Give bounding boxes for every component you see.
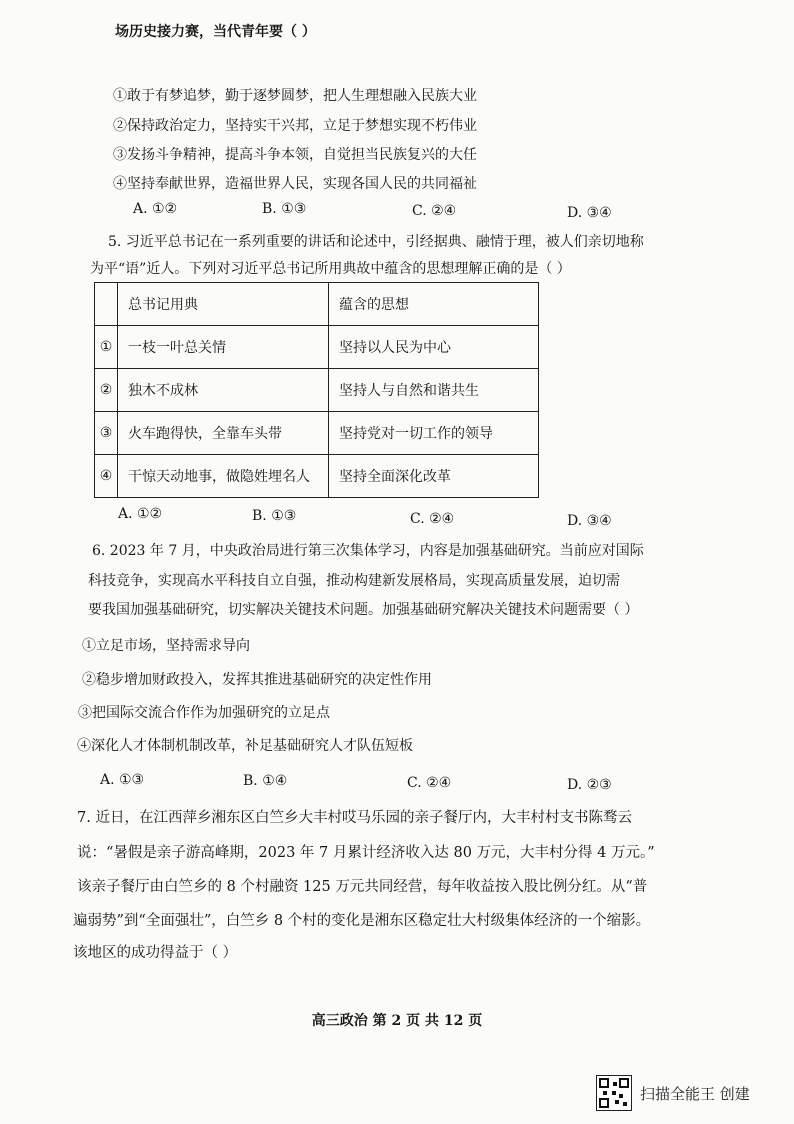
q5-option-b: B. ①③	[252, 508, 297, 524]
q6-option-a: A. ①③	[100, 772, 145, 788]
q6-option-d: D. ②③	[567, 777, 612, 793]
q6-stem-line3: 要我国加强基础研究，切实解决关键技术问题。加强基础研究解决关键技术问题需要（ ）	[88, 602, 639, 618]
q6-statement-4: ④深化人才体制机制改革，补足基础研究人才队伍短板	[77, 738, 413, 754]
q7-stem-line2: 说：“暑假是亲子游高峰期，2023 年 7 月累计经济收入达 80 万元，大丰村分得 4 万元。”	[77, 845, 655, 861]
q5-stem-line1: 5. 习近平总书记在一系列重要的讲话和论述中，引经据典、融情于理，被人们亲切地称	[108, 234, 644, 250]
table-cell: 坚持党对一切工作的领导	[329, 412, 539, 455]
q4-statement-3: ③发扬斗争精神，提高斗争本领，自觉担当民族复兴的大任	[113, 147, 477, 163]
table-row	[95, 412, 539, 455]
page-footer: 高三政治 第 2 页 共 12 页	[311, 1013, 483, 1029]
q6-statement-1: ①立足市场，坚持需求导向	[82, 638, 250, 654]
table-cell: 坚持全面深化改革	[329, 455, 539, 498]
table-cell: 一枝一叶总关情	[118, 326, 329, 369]
q5-option-d: D. ③④	[567, 513, 612, 529]
table-row	[95, 455, 539, 498]
table-cell: 坚持以人民为中心	[329, 326, 539, 369]
q5-option-a: A. ①②	[118, 506, 163, 522]
q6-option-c: C. ②④	[407, 775, 452, 791]
table-cell: 独木不成林	[118, 369, 329, 412]
q6-statement-2: ②稳步增加财政投入，发挥其推进基础研究的决定性作用	[82, 672, 432, 688]
table-cell: 坚持人与自然和谐共生	[329, 369, 539, 412]
q4-option-c: C. ②④	[412, 203, 457, 219]
qr-code-icon	[596, 1075, 632, 1111]
q4-option-d: D. ③④	[567, 205, 612, 221]
q7-stem-line3: 该亲子餐厅由白竺乡的 8 个村融资 125 万元共同经营，每年收益按入股比例分红。从“普	[77, 879, 648, 895]
q6-option-b: B. ①④	[243, 773, 288, 789]
q7-stem-line5: 该地区的成功得益于（ ）	[73, 945, 238, 961]
table-cell: 干惊天动地事，做隐姓埋名人	[118, 455, 329, 498]
watermark-text: 扫描全能王 创建	[640, 1084, 750, 1103]
table-header-row	[95, 283, 539, 326]
scanner-watermark	[596, 1075, 750, 1111]
table-cell: ②	[95, 369, 118, 412]
q7-stem-line1: 7. 近日，在江西萍乡湘东区白竺乡大丰村哎马乐园的亲子餐厅内，大丰村村支书陈骛云	[77, 810, 632, 826]
q6-statement-3: ③把国际交流合作作为加强研究的立足点	[78, 705, 330, 721]
table-cell: ④	[95, 455, 118, 498]
table-row	[95, 326, 539, 369]
q7-stem-line4: 遍弱势”到“全面强壮”，白竺乡 8 个村的变化是湘东区稳定壮大村级集体经济的一个缩影。	[73, 913, 651, 929]
table-row	[95, 369, 539, 412]
table-cell	[95, 283, 118, 326]
q4-statement-1: ①敢于有梦追梦，勤于逐梦圆梦，把人生理想融入民族大业	[113, 88, 477, 104]
q4-option-b: B. ①③	[262, 201, 307, 217]
table-cell: 火车跑得快，全靠车头带	[118, 412, 329, 455]
q5-stem-line2: 为平“语”近人。下列对习近平总书记所用典故中蕴含的思想理解正确的是（ ）	[90, 261, 571, 277]
q4-statement-4: ④坚持奉献世界，造福世界人民，实现各国人民的共同福祉	[113, 176, 477, 192]
table-cell: ③	[95, 412, 118, 455]
q6-stem-line1: 6. 2023 年 7 月，中央政治局进行第三次集体学习，内容是加强基础研究。当前应对国际	[92, 543, 644, 559]
q4-statement-2: ②保持政治定力，坚持实干兴邦，立足于梦想实现不朽伟业	[113, 118, 477, 134]
q4-stem-tail: 场历史接力赛，当代青年要（ ）	[115, 24, 316, 40]
table-header-thought: 蕴含的思想	[329, 283, 539, 326]
q5-quote-table	[94, 282, 539, 498]
table-header-quote: 总书记用典	[118, 283, 329, 326]
q6-stem-line2: 科技竞争，实现高水平科技自立自强，推动构建新发展格局，实现高质量发展，迫切需	[88, 573, 620, 589]
table-cell: ①	[95, 326, 118, 369]
q5-option-c: C. ②④	[410, 511, 455, 527]
q4-option-a: A. ①②	[133, 201, 178, 217]
